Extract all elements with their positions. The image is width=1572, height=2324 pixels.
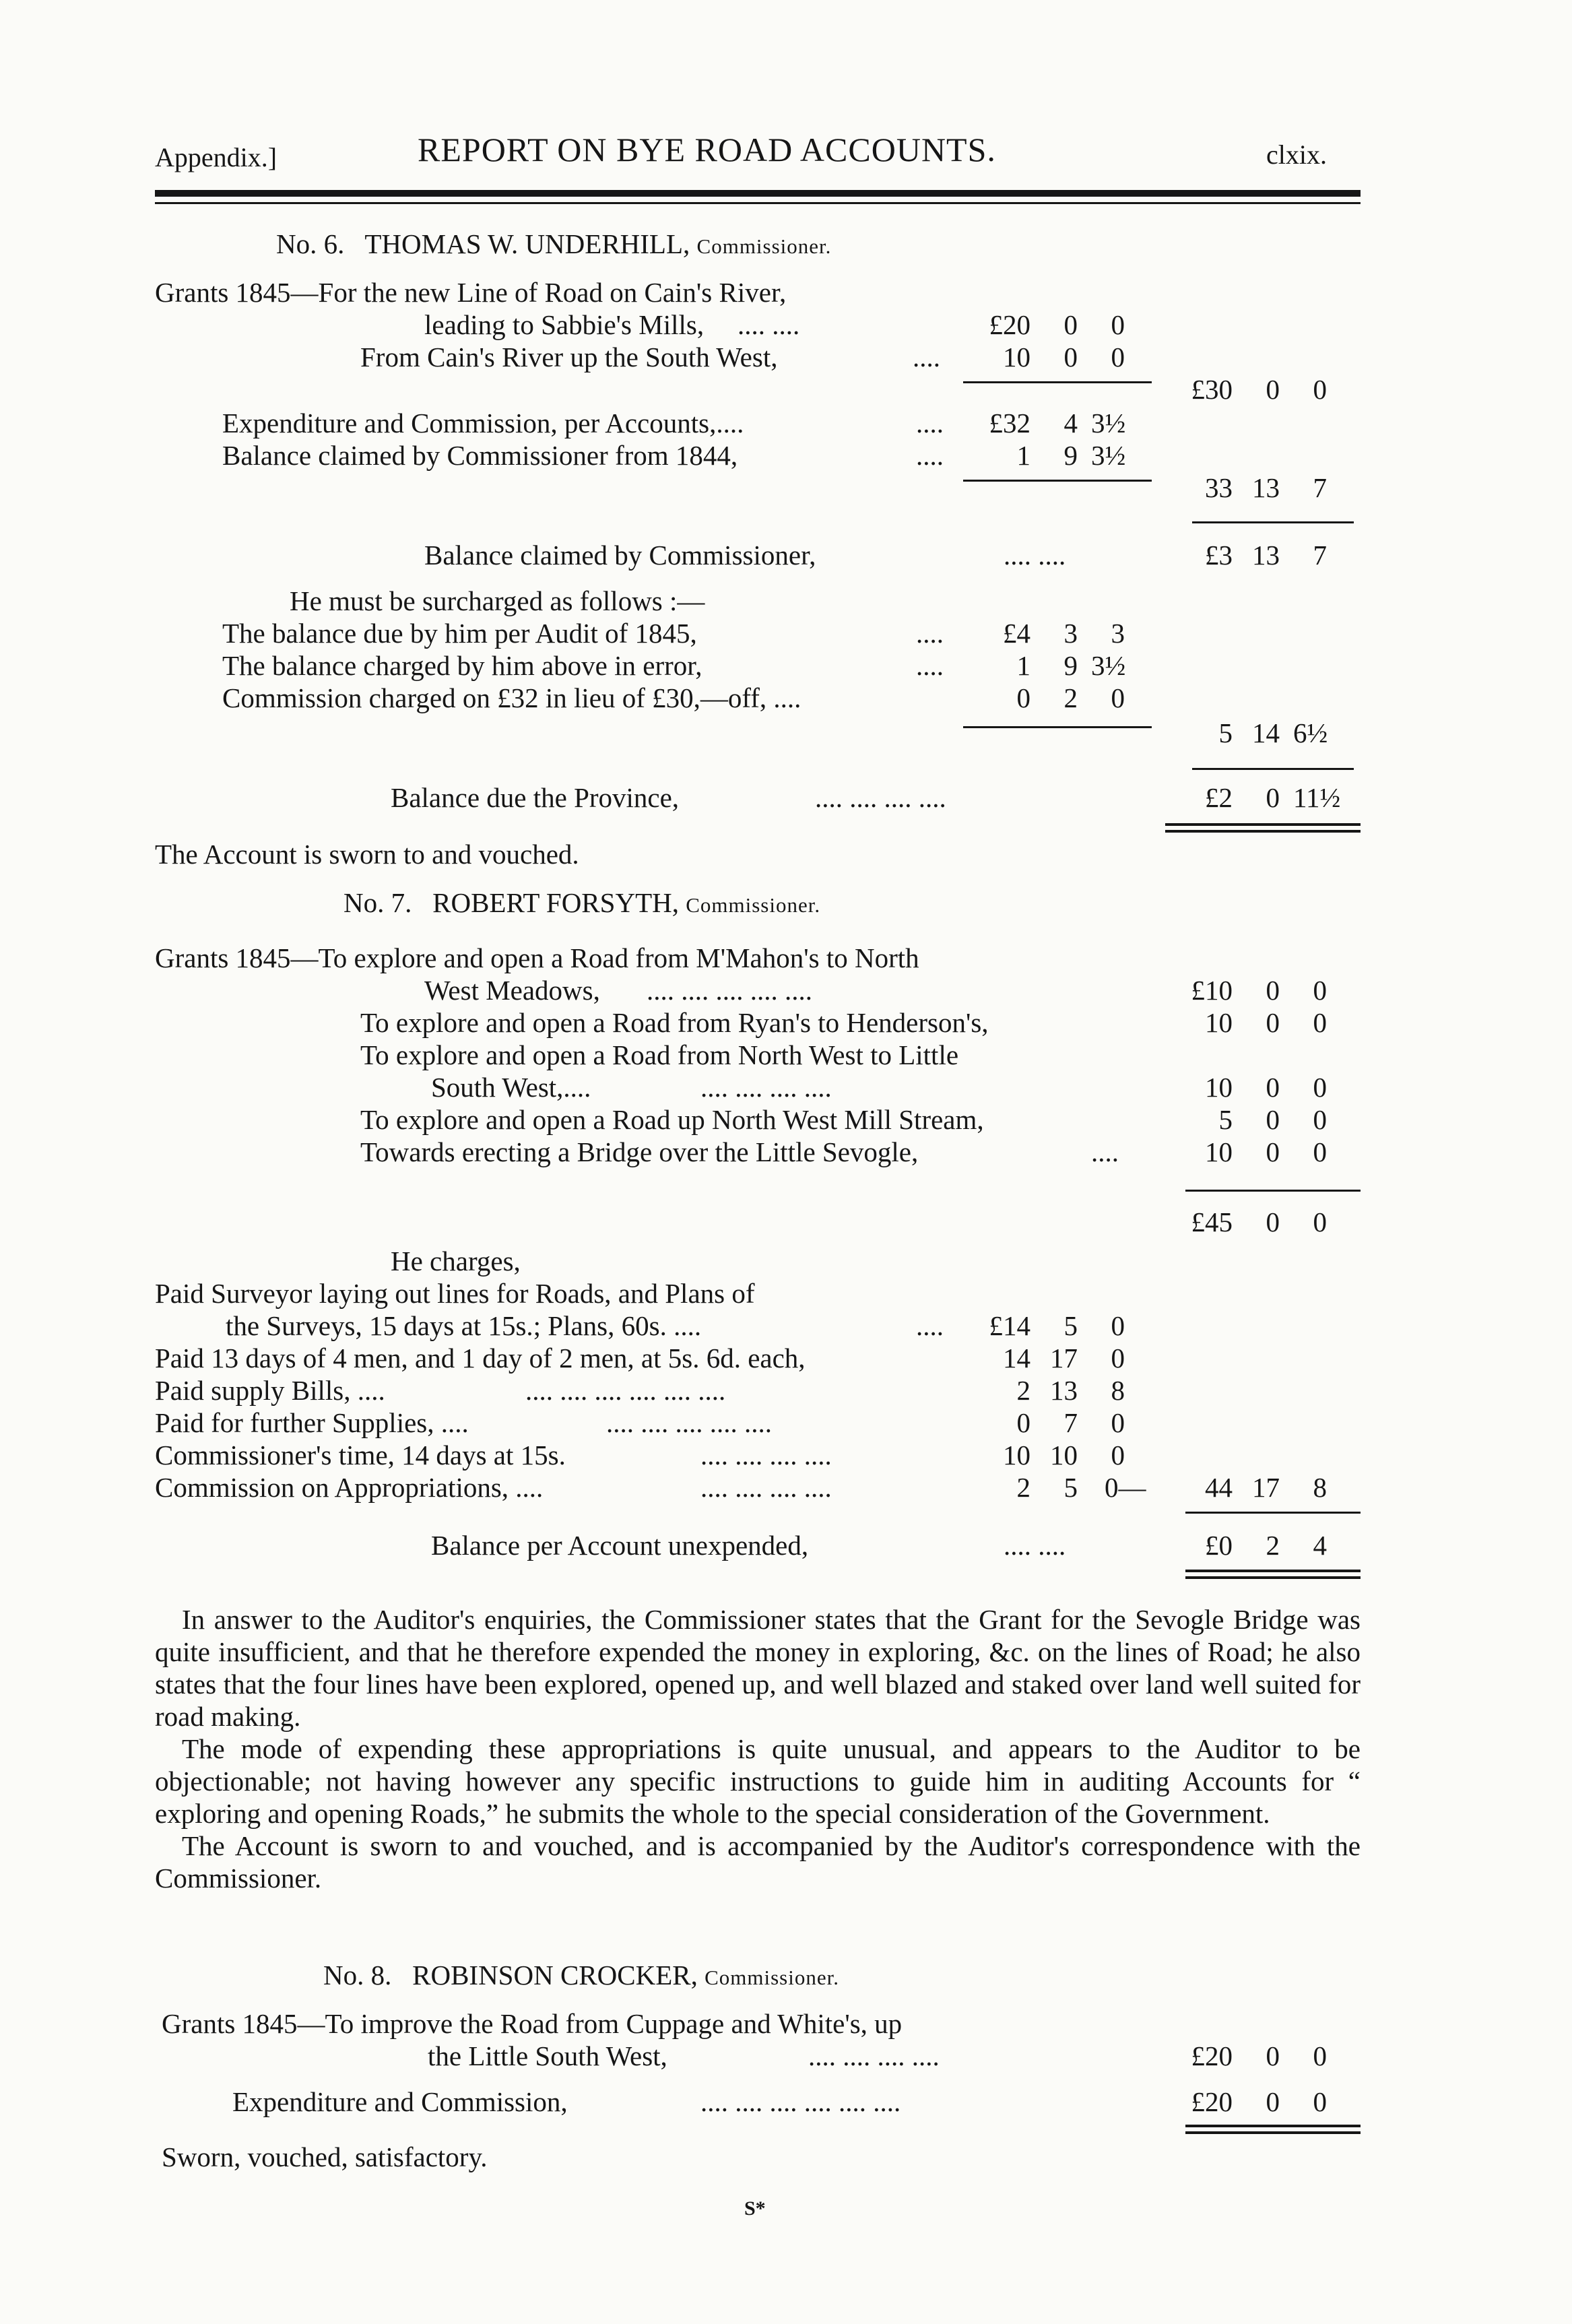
s7-g4-shillings: 0 [1266,1104,1280,1135]
s7-g3-shillings: 0 [1266,1072,1280,1103]
s7-charge-5-dots: .... .... .... .... [700,1440,832,1471]
section-6-role: Commissioner. [696,234,832,258]
s8-final-rule-a [1185,2125,1361,2127]
s6-e1-pounds: £32 [989,408,1030,439]
s7-charge-4: Paid for further Supplies, .... [155,1407,469,1438]
s7-g2-shillings: 0 [1266,1007,1280,1038]
s6-g2-shillings: 0 [1063,342,1078,373]
s6-surcharge-1: The balance due by him per Audit of 1845, [222,618,697,649]
s8-grant-dots: .... .... .... .... [808,2040,940,2071]
s7-charge-3: Paid supply Bills, .... [155,1375,385,1406]
s7-balance-shillings: 2 [1266,1530,1280,1561]
s6-expenditure: Expenditure and Commission, per Accounts,.... [222,408,744,439]
s8-e1-pounds: £20 [1191,2086,1233,2117]
section-8-role: Commissioner. [705,1966,839,1989]
s6-balance-due-dots: .... .... .... .... [815,782,946,813]
s7-grant-5: Towards erecting a Bridge over the Little Sevogle, [360,1136,919,1167]
s6-balance-due-pounds: £2 [1205,782,1233,813]
s6-e1-shillings: 4 [1063,408,1078,439]
s6-total-2-pounds: 33 [1205,472,1233,503]
s7-final-rule-b [1185,1576,1361,1579]
s7-balance-pence: 4 [1313,1530,1327,1561]
s7-charge-1-line-b: the Surveys, 15 days at 15s.; Plans, 60s. .... [226,1310,702,1341]
s7-g2-pence: 0 [1313,1007,1327,1038]
s7-total-1-shillings: 0 [1266,1206,1280,1237]
s8-e1-shillings: 0 [1266,2086,1280,2117]
s6-grant-2: From Cain's River up the South West, [360,342,778,373]
s7-charge-2: Paid 13 days of 4 men, and 1 day of 2 men, at 5s. 6d. each, [155,1343,806,1374]
s7-paragraph-2: The mode of expending these appropriations is quite unusual, and appears to the Auditor to be objectionable; not having however any specific instructions to guide him in auditing Accounts for “ exploring and opening Roads,” he submits the whole to the special consideration of the Government. [155,1733,1361,1829]
s7-p1-pence: 0 [1111,1310,1125,1341]
s8-grant-line-b: the Little South West, [428,2040,667,2071]
s7-p3-shillings: 13 [1050,1375,1078,1406]
s7-charge-5: Commissioner's time, 14 days at 15s. [155,1440,566,1471]
header-appendix: Appendix.] [155,142,277,172]
s6-surcharge-2-dots: .... [916,650,944,681]
s6-g1-pounds: £20 [989,309,1030,340]
s7-charge-1-line-a: Paid Surveyor laying out lines for Roads, and Plans of [155,1278,755,1309]
s7-p5-pence: 0 [1111,1440,1125,1471]
s7-grant-1-line-b: West Meadows, [424,975,600,1006]
section-8-title [323,1959,839,1994]
s7-grant-3-line-b: South West,.... [431,1072,591,1103]
s7-p1-shillings: 5 [1063,1310,1078,1341]
s6-balance-due: Balance due the Province, [391,782,680,813]
s6-balance-1844: Balance claimed by Commissioner from 1844, [222,440,738,471]
s6-balance-claimed-dots: .... .... [1004,540,1066,571]
s7-total-2-pence: 8 [1313,1472,1327,1503]
s7-balance-pounds: £0 [1205,1530,1233,1561]
s7-p6-shillings: 5 [1063,1472,1078,1503]
s6-grant-1-line-b: leading to Sabbie's Mills, [424,309,705,340]
s7-charge-1-dots: .... [916,1310,944,1341]
s8-grant-line-a: Grants 1845—To improve the Road from Cuppage and White's, up [162,2008,903,2039]
s7-grant-2: To explore and open a Road from Ryan's to Henderson's, [360,1007,989,1038]
s7-p2-pounds: 14 [1003,1343,1030,1374]
s6-grant-1-line-a: Grants 1845—For the new Line of Road on Cain's River, [155,277,787,308]
s7-p4-pounds: 0 [1016,1407,1030,1438]
s6-g1-pence: 0 [1111,309,1125,340]
page-number: clxix. [1266,139,1327,170]
s7-g1-pence: 0 [1313,975,1327,1006]
s7-total-1-pounds: £45 [1191,1206,1233,1237]
s6-subtotal-rule-3 [963,726,1152,728]
s8-e1-pence: 0 [1313,2086,1327,2117]
s7-paragraph-3: The Account is sworn to and vouched, and is accompanied by the Auditor's correspondence with the Commissioner. [155,1830,1361,1894]
s6-total-3-pence: 6½ [1293,717,1328,748]
s6-balance-due-pence: 11½ [1293,782,1341,813]
s7-p4-pence: 0 [1111,1407,1125,1438]
header-rule-thin [155,202,1361,204]
s7-charge-3-dots: .... .... .... .... .... .... [525,1375,726,1406]
s7-commentary [155,1603,1361,1894]
s7-g5-shillings: 0 [1266,1136,1280,1167]
s7-grant-5-dots: .... [1091,1136,1119,1167]
s6-total-2-shillings: 13 [1252,472,1280,503]
s7-grant-1-dots: .... .... .... .... .... [647,975,812,1006]
header-rule-thick [155,190,1361,197]
s7-p6-pence: 0— [1105,1472,1146,1503]
s7-balance-unexpended: Balance per Account unexpended, [431,1530,809,1561]
s6-surcharge-1-dots: .... [916,618,944,649]
s6-total-rule-2 [1192,521,1354,523]
s6-e2-shillings: 9 [1063,440,1078,471]
s7-g2-pounds: 10 [1205,1007,1233,1038]
s6-total-1-pounds: £30 [1191,374,1233,405]
s7-total-2-shillings: 17 [1252,1472,1280,1503]
s7-g1-shillings: 0 [1266,975,1280,1006]
section-8-name: ROBINSON CROCKER, [412,1960,698,1991]
s8-expenditure-dots: .... .... .... .... .... .... [700,2086,901,2117]
s7-paragraph-1: In answer to the Auditor's enquiries, the Commissioner states that the Grant for the Sevogle Bridge was quite insufficient, and that he therefore expended the money in exploring, &c. on the lines of Road; he also states that the four lines have been explored, opened up, and well blazed and staked over land well suited for road making. [155,1604,1361,1732]
s7-charge-6-dots: .... .... .... .... [700,1472,832,1503]
s6-balance-claimed: Balance claimed by Commissioner, [424,540,816,571]
s6-surcharge-3: Commission charged on £32 in lieu of £30,—off, .... [222,682,801,713]
s6-s2-pounds: 1 [1016,650,1030,681]
s6-s1-pence: 3 [1111,618,1125,649]
s6-balance-claimed-pence: 7 [1313,540,1327,571]
section-7-name: ROBERT FORSYTH, [432,887,679,918]
section-8-number: No. 8. [323,1960,392,1991]
s7-total-2-pounds: 44 [1205,1472,1233,1503]
s6-expenditure-dots: .... [916,408,944,439]
s6-e2-pence: 3½ [1091,440,1126,471]
s7-p3-pence: 8 [1111,1375,1125,1406]
s6-grant-2-dots: .... [913,342,940,373]
s7-charge-6: Commission on Appropriations, .... [155,1472,544,1503]
s6-e1-pence: 3½ [1091,408,1126,439]
s8-expenditure: Expenditure and Commission, [232,2086,568,2117]
s6-total-1-pence: 0 [1313,374,1327,405]
s6-total-3-pounds: 5 [1218,717,1233,748]
section-6-name: THOMAS W. UNDERHILL, [364,228,690,259]
s7-g3-pence: 0 [1313,1072,1327,1103]
s6-g2-pounds: 10 [1003,342,1030,373]
s6-total-2-pence: 7 [1313,472,1327,503]
s6-subtotal-rule-2 [963,480,1152,482]
s7-g3-pounds: 10 [1205,1072,1233,1103]
s6-total-3-shillings: 14 [1252,717,1280,748]
s6-total-1-shillings: 0 [1266,374,1280,405]
s6-total-rule-3 [1192,768,1354,770]
s7-g5-pence: 0 [1313,1136,1327,1167]
s6-subtotal-rule-1 [963,381,1152,383]
s7-charges-total-rule [1185,1512,1361,1514]
s7-p5-pounds: 10 [1003,1440,1030,1471]
printer-signature: S* [744,2197,766,2220]
s7-p3-pounds: 2 [1016,1375,1030,1406]
s7-g1-pounds: £10 [1191,975,1233,1006]
section-7-number: No. 7. [343,887,412,918]
s8-final-rule-b [1185,2131,1361,2134]
s6-g1-shillings: 0 [1063,309,1078,340]
s8-g1-pence: 0 [1313,2040,1327,2071]
s6-s2-pence: 3½ [1091,650,1126,681]
s7-grants-total-rule [1185,1190,1361,1192]
s8-g1-shillings: 0 [1266,2040,1280,2071]
s8-g1-pounds: £20 [1191,2040,1233,2071]
s6-e2-pounds: 1 [1016,440,1030,471]
section-7-role: Commissioner. [686,893,821,917]
s6-grant-1-dots: .... .... [738,309,800,340]
s7-g4-pounds: 5 [1218,1104,1233,1135]
s7-p2-shillings: 17 [1050,1343,1078,1374]
s6-balance-claimed-shillings: 13 [1252,540,1280,571]
s6-balance-1844-dots: .... [916,440,944,471]
s6-s1-pounds: £4 [1003,618,1030,649]
s7-p6-pounds: 2 [1016,1472,1030,1503]
s7-g4-pence: 0 [1313,1104,1327,1135]
s6-s2-shillings: 9 [1063,650,1078,681]
s6-surcharge-2: The balance charged by him above in error, [222,650,702,681]
s7-he-charges: He charges, [391,1246,521,1277]
section-6-title [276,228,831,263]
s6-balance-claimed-pounds: £3 [1205,540,1233,571]
s7-final-rule-a [1185,1570,1361,1572]
s6-s3-shillings: 2 [1063,682,1078,713]
s6-final-rule-a [1165,823,1361,826]
s7-p5-shillings: 10 [1050,1440,1078,1471]
s8-sworn: Sworn, vouched, satisfactory. [162,2141,488,2172]
page-title: REPORT ON BYE ROAD ACCOUNTS. [418,131,996,168]
s6-sworn: The Account is sworn to and vouched. [155,839,579,870]
s7-charge-4-dots: .... .... .... .... .... [606,1407,772,1438]
s7-grant-3-dots: .... .... .... .... [700,1072,832,1103]
section-7-title [343,886,820,922]
s7-grant-4: To explore and open a Road up North West Mill Stream, [360,1104,984,1135]
s6-s1-shillings: 3 [1063,618,1078,649]
section-6-number: No. 6. [276,228,345,259]
s7-total-1-pence: 0 [1313,1206,1327,1237]
s7-p4-shillings: 7 [1063,1407,1078,1438]
s6-surcharge-heading: He must be surcharged as follows :— [290,585,705,616]
s6-final-rule-b [1165,830,1361,833]
s6-g2-pence: 0 [1111,342,1125,373]
s7-grant-1-line-a: Grants 1845—To explore and open a Road from M'Mahon's to North [155,942,919,973]
s7-grant-3-line-a: To explore and open a Road from North West to Little [360,1039,959,1070]
s6-balance-due-shillings: 0 [1266,782,1280,813]
s6-s3-pence: 0 [1111,682,1125,713]
s7-g5-pounds: 10 [1205,1136,1233,1167]
s6-s3-pounds: 0 [1016,682,1030,713]
s7-balance-dots: .... .... [1004,1530,1066,1561]
s7-p2-pence: 0 [1111,1343,1125,1374]
s7-p1-pounds: £14 [989,1310,1030,1341]
